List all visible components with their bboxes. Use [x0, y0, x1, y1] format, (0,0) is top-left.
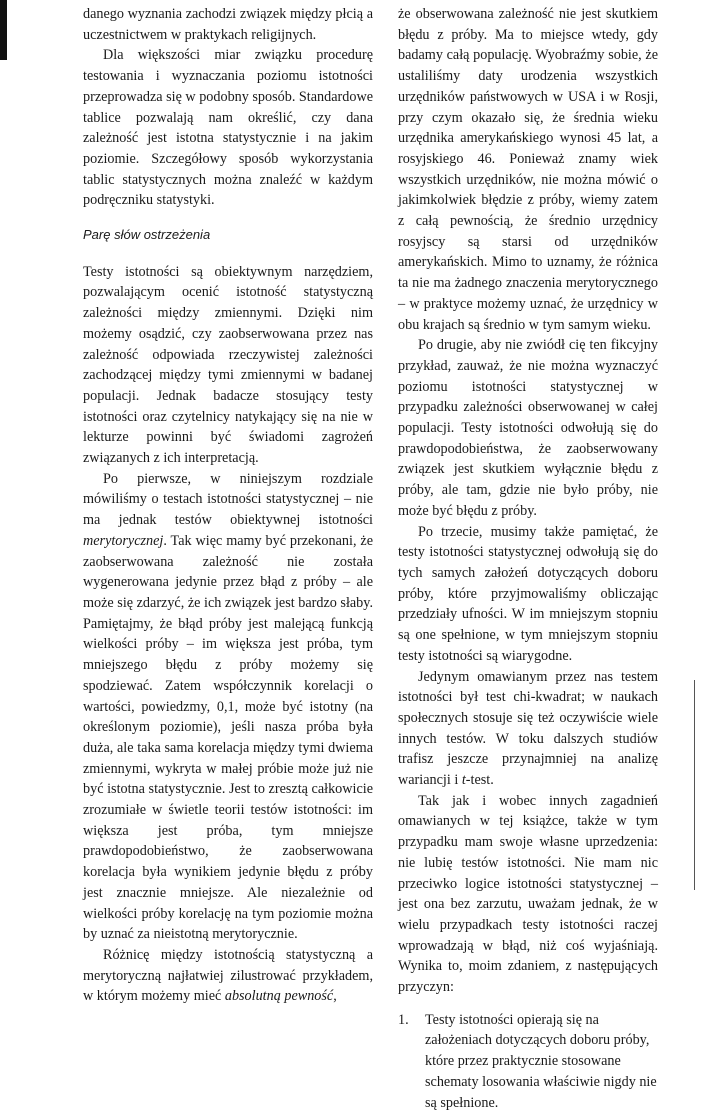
left-column — [83, 4, 373, 1007]
page-edge-line — [694, 680, 695, 890]
text-run: Jedynym omawianym przez nas testem istotności był test chi-kwadrat; w naukach społecznych stosuje się też oczywiście wiele innych testów. W toku dalszych studiów trafisz jeszcze przynajmniej na analizę wariancji i — [398, 668, 658, 789]
paragraph: Po trzecie, musimy także pamiętać, że testy istotności statystycznej odwołują się do tych samych założeń dotyczących doboru próby, które przyjmowaliśmy obliczając przedziały ufności. W im mniejszym stopniu są one spełnione, w tym mniejszym stopniu testy istotności są wiarygodne. — [398, 523, 658, 664]
emphasis: absolutną pewność — [224, 988, 334, 1005]
text-run: . Tak więc mamy być przekonani, że zaobserwowana zależność nie została wygenerowana jedynie przez błąd z próby – ale może się zdarzyć, że ich związek jest bardzo słaby. Pamiętajmy, że błąd próby jest malejącą funkcją wielkości próby – im większa jest próba, tym mniejszego błędu z próby możemy się spodziewać. Zatem współczynnik korelacji o wartości, powiedzmy, 0,1, może być istotny (na określonym poziomie), jeśli nasza próba była duża, ale taka sama korelacja między tymi dwiema zmiennymi, wykryta w małej próbie może już nie być istotna statystycznie. Jest to zresztą całkowicie zrozumiałe w świetle teorii testów istotności: im większa jest próba, tym mniejsze prawdopodobieństwo, że zaobserwowana korelacja była wynikiem jedynie błędu z próby jest znacznie mniejsze. Ale niezależnie od wielkości próby korelację na tym poziomie można by uznać za nieistotną merytorycznie. — [83, 532, 373, 943]
paragraph: danego wyznania zachodzi związek między płcią a uczestnictwem w praktykach religijnych. — [83, 6, 373, 43]
right-column — [398, 4, 658, 1113]
paragraph: Dla większości miar związku procedurę testowania i wyznaczania poziomu istotności przeprowadza się w podobny sposób. Standardowe tablice pozwalają nam określić, czy dana zależność jest istotna statystycznie i na jakim poziomie. Szczegółowy sposób wykorzystania tablic statystycznych można znaleźć w każdym podręczniku statystyki. — [83, 47, 373, 209]
paragraph: Tak jak i wobec innych zagadnień omawianych w tej książce, także w tym przypadku mam swoje własne uprzedzenia: nie lubię testów istotności. Nie mam nic przeciwko logice istotności statystycznej – jest ona bez zarzutu, uważam jednak, że w wielu przypadkach testy istotności raczej wprowadzają w błąd, niż coś wyjaśniają. Wynika to, moim zdaniem, z następujących przyczyn: — [398, 792, 658, 996]
section-heading: Parę słów ostrzeżenia — [83, 227, 211, 243]
list-number: 1. — [398, 1011, 409, 1028]
emphasis: merytorycznej — [83, 532, 164, 549]
text-run: , — [333, 988, 337, 1005]
paragraph: Testy istotności są obiektywnym narzędziem, pozwalającym ocenić istotność statystyczną zależności między zmiennymi. Dzięki nim możemy osądzić, czy zaobserwowana przez nas zależność odpowiada rzeczywistej zależności zachodzącej między tymi zmiennymi w badanej populacji. Jednak badacze stosujący testy istotności oraz czytelnicy natykający się na nie w lekturze powinni być świadomi zagrożeń związanych z ich interpretacją. — [83, 263, 373, 467]
text-run: Po pierwsze, w niniejszym rozdziale mówiliśmy o testach istotności statystycznej – nie ma jednak testów obiektywnej istotności — [83, 470, 373, 529]
text-run: Różnicę między istotnością statystyczną a merytoryczną najłatwiej zilustrować przykładem, w którym możemy mieć — [83, 946, 373, 1005]
paragraph — [83, 945, 373, 1007]
page-binding-edge — [0, 0, 7, 60]
text-run: -test. — [465, 772, 494, 789]
emphasis: t — [461, 772, 466, 789]
paragraph: że obserwowana zależność nie jest skutkiem błędu z próby. Ma to miejsce wtedy, gdy badamy całą populację. Wyobraźmy sobie, że ustaliliśmy daty urodzenia wszystkich urzędników państwowych w USA i w Rosji, przy czym okazało się, że średnia wieku urzędnika amerykańskiego wynosi 45 lat, a rosyjskiego 46. Ponieważ znamy wiek wszystkich urzędników, nie można mówić o jakimkolwiek błędzie z próby, wiemy zatem z całą pewnością, że średnio urzędnicy rosyjscy są starsi od urzędników amerykańskich. Mimo to uznamy, że różnica ta nie ma żadnego znaczenia merytorycznego – w praktyce możemy uznać, że urzędnicy w obu krajach są średnio w tym samym wieku. — [398, 6, 658, 333]
paragraph — [398, 667, 658, 791]
paragraph: Po drugie, aby nie zwiódł cię ten fikcyjny przykład, zauważ, że nie można wyznaczyć poziomu istotności statystycznej w przypadku zależności obserwowanej w całej populacji. Testy istotności odwołują się do prawdopodobieństwa, że zaobserwowany związek jest skutkiem wyłącznie błędu z próby, ale tam, gdzie nie było próby, nie może być błędu z próby. — [398, 337, 658, 519]
list-item — [398, 1010, 658, 1113]
paragraph — [83, 469, 373, 945]
list-text: Testy istotności opierają się na założeniach dotyczących doboru próby, które przez praktycznie stosowane schematy losowania właściwie nigdy nie są spełnione. — [425, 1011, 657, 1111]
